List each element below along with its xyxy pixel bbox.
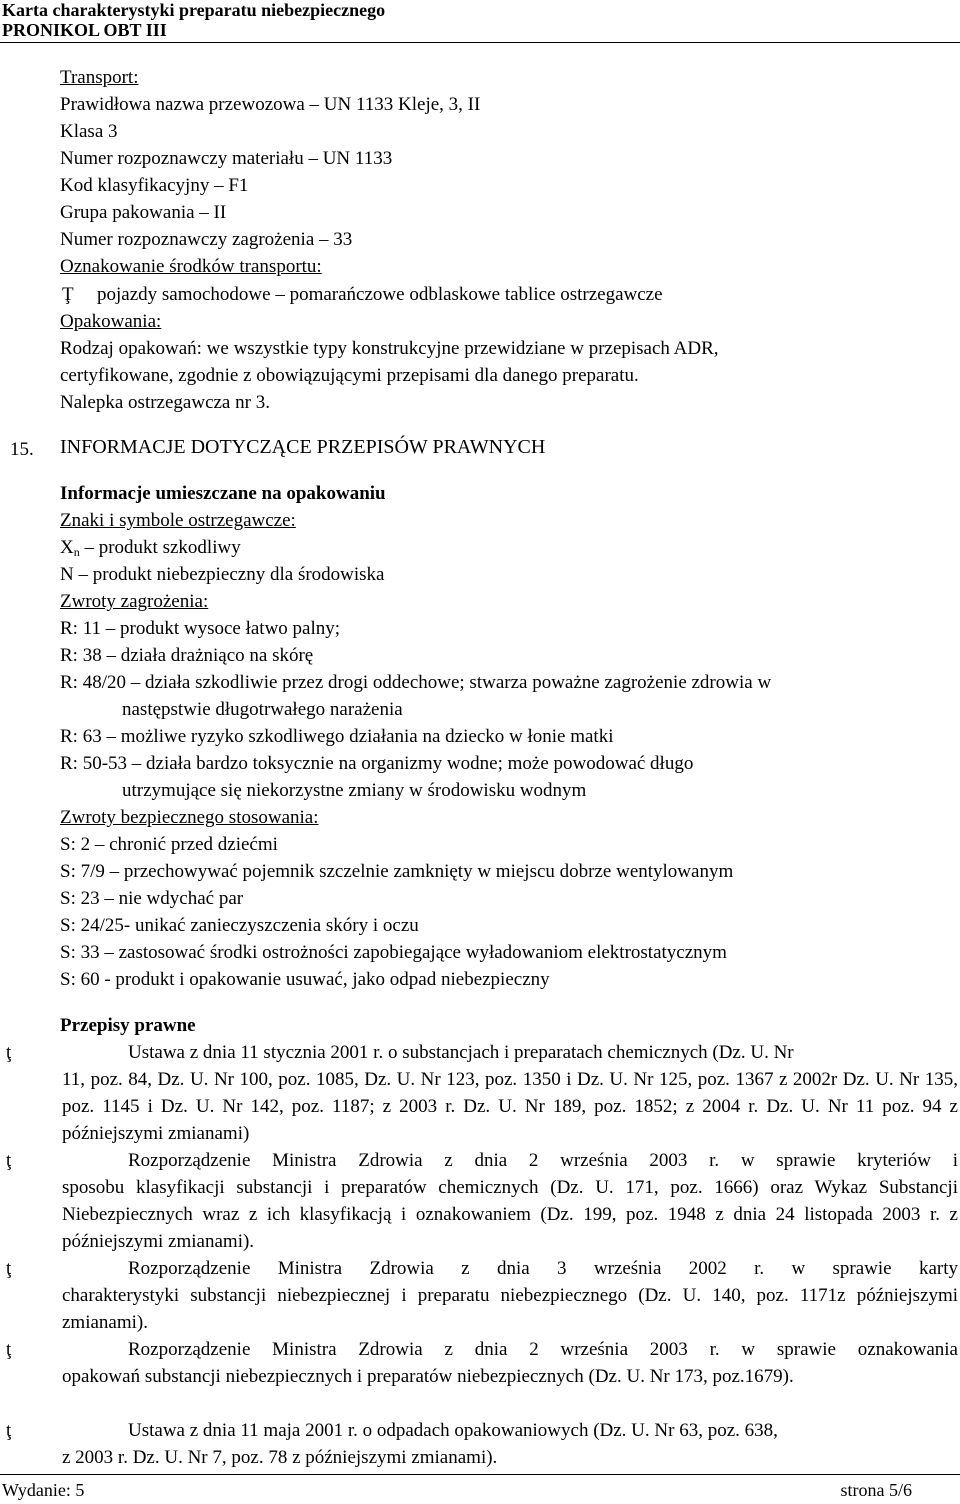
regulation-first-line: Rozporządzenie Ministra Zdrowia z dnia 3 września 2002 r. w sprawie karty [128,1258,958,1279]
r-phrase: R: 38 – działa drażniąco na skórę [60,645,314,666]
regulation-first-line: Rozporządzenie Ministra Zdrowia z dnia 2 września 2003 r. w sprawie kryteriów i [128,1150,958,1171]
regulation-first-line: Ustawa z dnia 11 stycznia 2001 r. o substancjach i preparatach chemicznych (Dz. U. Nr [128,1042,794,1063]
bullet-icon: ţ [6,1150,12,1171]
r-phrase-continuation: utrzymujące się niekorzystne zmiany w środowisku wodnym [122,780,587,801]
symbol-xn-text: – produkt szkodliwy [79,537,241,558]
s-phrase: S: 23 – nie wdychać par [60,888,244,909]
r-phrase: R: 48/20 – działa szkodliwie przez drogi oddechowe; stwarza poważne zagrożenie zdrowia w [60,672,772,693]
document-title: Karta charakterystyki preparatu niebezpiecznego [2,0,386,20]
regulation-continuation: z 2003 r. Dz. U. Nr 7, poz. 78 z późniejszymi zmianami). [62,1447,498,1468]
regulation-continuation: opakowań substancji niebezpiecznych i preparatów niebezpiecznych (Dz. U. Nr 173, poz.1679). [62,1366,794,1387]
transport-heading: Transport: [60,67,139,88]
transport-line: Grupa pakowania – II [60,202,227,223]
symbols-heading: Znaki i symbole ostrzegawcze: [60,510,296,531]
regulation-first-line: Ustawa z dnia 11 maja 2001 r. o odpadach opakowaniowych (Dz. U. Nr 63, poz. 638, [128,1420,778,1441]
transport-line: Numer rozpoznawczy zagrożenia – 33 [60,229,353,250]
section-number: 15. [10,439,34,460]
packaging-line: certyfikowane, zgodnie z obowiązującymi przepisami dla danego preparatu. [60,365,639,386]
section-title: INFORMACJE DOTYCZĄCE PRZEPISÓW PRAWNYCH [60,436,546,458]
s-phrase: S: 24/25- unikać zanieczyszczenia skóry i oczu [60,915,419,936]
safety-heading: Zwroty bezpiecznego stosowania: [60,807,319,828]
transport-line: Prawidłowa nazwa przewozowa – UN 1133 Kleje, 3, II [60,94,481,115]
packaging-line: Nalepka ostrzegawcza nr 3. [60,392,270,413]
packaging-line: Rodzaj opakowań: we wszystkie typy konstrukcyjne przewidziane w przepisach ADR, [60,338,719,359]
s-phrase: S: 33 – zastosować środki ostrożności zapobiegające wyładowaniom elektrostatycznym [60,942,727,963]
edition-label: Wydanie: 5 [2,1480,85,1500]
bullet-icon: ţ [6,1339,12,1360]
r-phrase: R: 63 – możliwe ryzyko szkodliwego działania na dziecko w łonie matki [60,726,614,747]
transport-line: Kod klasyfikacyjny – F1 [60,175,249,196]
transport-line: Numer rozpoznawczy materiału – UN 1133 [60,148,393,169]
bullet-icon: Ţ [62,284,74,305]
s-phrase: S: 7/9 – przechowywać pojemnik szczelnie zamknięty w miejscu dobrze wentylowanym [60,861,734,882]
bullet-icon: ţ [6,1420,12,1441]
s-phrase: S: 2 – chronić przed dziećmi [60,834,278,855]
r-phrase: R: 50-53 – działa bardzo toksycznie na organizmy wodne; może powodować długo [60,753,694,774]
page-number: strona 5/6 [840,1480,912,1500]
symbol-n: N – produkt niebezpieczny dla środowiska [60,564,385,585]
r-phrase-continuation: następstwie długotrwałego narażenia [122,699,403,720]
r-phrase: R: 11 – produkt wysoce łatwo palny; [60,618,341,639]
page-header [0,0,960,40]
footer-divider [0,1474,960,1475]
s-phrase: S: 60 - produkt i opakowanie usuwać, jako odpad niebezpieczny [60,969,550,990]
product-name: PRONIKOL OBT III [2,20,167,40]
bullet-icon: ţ [6,1258,12,1279]
hazard-heading: Zwroty zagrożenia: [60,591,209,612]
symbol-xn-sub: n [73,545,80,559]
bullet-icon: ţ [6,1042,12,1063]
packaging-heading: Opakowania: [60,311,162,332]
transport-line: Klasa 3 [60,121,118,142]
transport-marking-text: pojazdy samochodowe – pomarańczowe odblaskowe tablice ostrzegawcze [97,284,663,305]
regulation-continuation: 11, poz. 84, Dz. U. Nr 100, poz. 1085, Dz. U. Nr 123, poz. 1350 i Dz. U. Nr 125, poz. 1367 z 2002r Dz. U. Nr 135, poz. 1145 i Dz. U. Nr 142, poz. 1187; z 2003 r. Dz. U. Nr 189, poz. 1852; z 2004 r. Dz. U. Nr 11 poz. 94 z późniejszymi zmianami) [62,1069,958,1144]
transport-marking-heading: Oznakowanie środków transportu: [60,256,322,277]
symbol-xn-main: X [60,537,74,558]
packaging-info-heading: Informacje umieszczane na opakowaniu [60,483,386,504]
regulation-continuation: charakterystyki substancji niebezpiecznej i preparatu niebezpiecznego (Dz. U. 140, poz. 1171z późniejszymi zmianami). [62,1285,958,1333]
regulation-first-line: Rozporządzenie Ministra Zdrowia z dnia 2 września 2003 r. w sprawie oznakowania [128,1339,958,1360]
header-divider [0,42,960,43]
regulations-heading: Przepisy prawne [60,1015,196,1036]
regulation-continuation: sposobu klasyfikacji substancji i preparatów chemicznych (Dz. U. 171, poz. 1666) oraz Wykaz Substancji Niebezpiecznych wraz z ich klasyfikacją i oznakowaniem (Dz. 199, poz. 1948 z dnia 24 listopada 2003 r. z późniejszymi zmianami). [62,1177,958,1252]
